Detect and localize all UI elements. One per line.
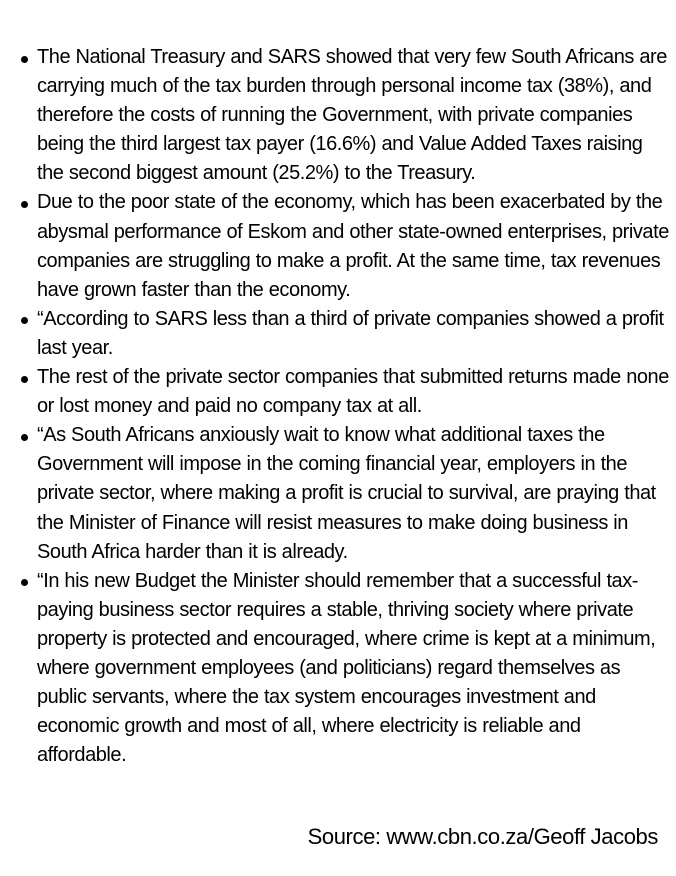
bullet-item xyxy=(18,421,670,566)
bullet-dot-icon xyxy=(21,376,28,383)
bullet-list xyxy=(18,43,670,770)
bullet-item xyxy=(18,43,670,188)
source-credit: Source: www.cbn.co.za/Geoff Jacobs xyxy=(307,824,658,849)
bullet-item xyxy=(18,305,670,363)
bullet-dot-icon xyxy=(21,579,28,586)
bullet-item xyxy=(18,567,670,771)
bullet-text: The rest of the private sector companies that submitted returns made none or lost money and paid no company tax at all. xyxy=(37,366,669,418)
bullet-dot-icon xyxy=(21,434,28,441)
bullet-text: “In his new Budget the Minister should remember that a successful tax-paying business sector requires a stable, thriving society where private property is protected and encouraged, where crime is kept at a minimum, where government employees (and politicians) regard themselves as public servants, where the tax system encourages investment and economic growth and most of all, where electricity is reliable and affordable. xyxy=(37,569,656,767)
bullet-item xyxy=(18,188,670,304)
bullet-dot-icon xyxy=(21,201,28,208)
bullet-text: “As South Africans anxiously wait to know what additional taxes the Government will impose in the coming financial year, employers in the private sector, where making a profit is crucial to survival, are praying that the Minister of Finance will resist measures to make doing business in South Africa harder than it is already. xyxy=(37,424,656,563)
bullet-text: The National Treasury and SARS showed that very few South Africans are carrying much of the tax burden through personal income tax (38%), and therefore the costs of running the Government, with private companies being the third largest tax payer (16.6%) and Value Added Taxes raising the second biggest amount (25.2%) to the Treasury. xyxy=(37,46,667,185)
bullet-dot-icon xyxy=(21,317,28,324)
bullet-dot-icon xyxy=(21,56,28,63)
bullet-item xyxy=(18,363,670,421)
bullet-text: Due to the poor state of the economy, which has been exacerbated by the abysmal performance of Eskom and other state-owned enterprises, private companies are struggling to make a profit. At the same time, tax revenues have grown faster than the economy. xyxy=(37,191,669,301)
bullet-text: “According to SARS less than a third of private companies showed a profit last year. xyxy=(37,307,664,359)
